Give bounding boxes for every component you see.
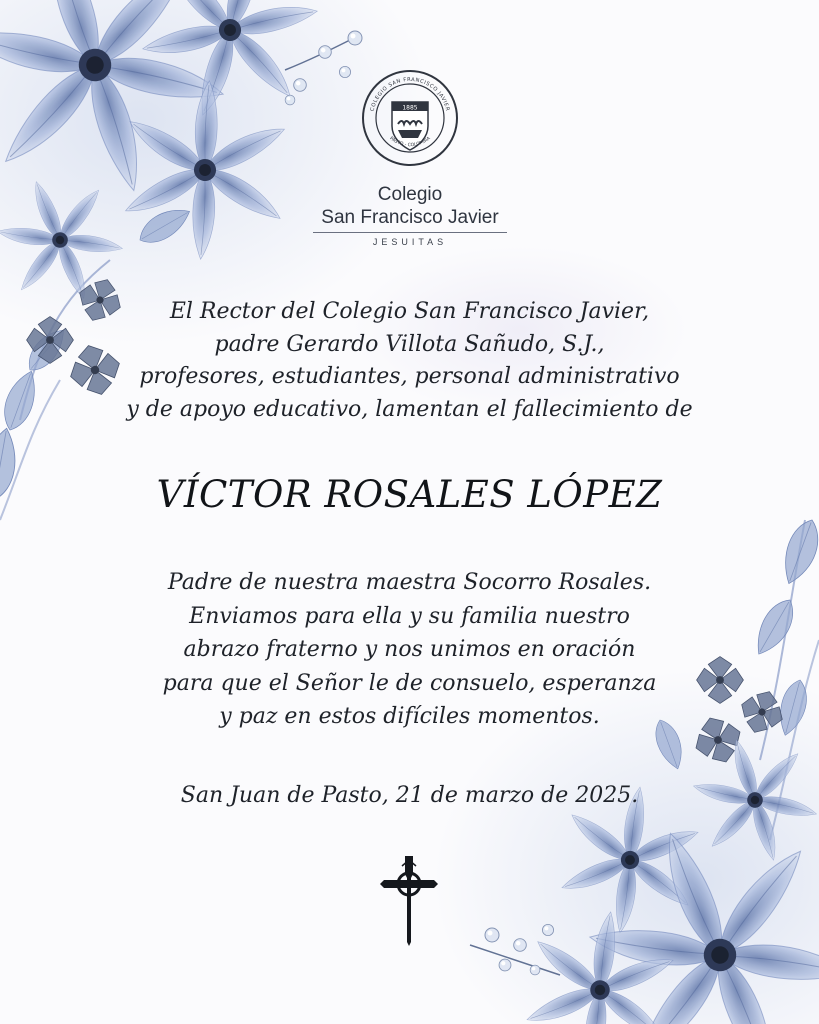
school-name-line3: JESUITAS: [372, 237, 448, 247]
intro-line: padre Gerardo Villota Sañudo, S.J.,: [214, 331, 605, 357]
school-name-divider: [313, 232, 507, 233]
seal-year: 1885: [402, 104, 418, 112]
message-line: para que el Señor le de consuelo, esperanza: [162, 670, 657, 696]
place-date-line: San Juan de Pasto, 21 de marzo de 2025.: [180, 783, 639, 808]
intro-line: y de apoyo educativo, lamentan el fallecimiento de: [126, 396, 693, 422]
message-line: abrazo fraterno y nos unimos en oración: [183, 637, 636, 662]
seal-bottom-text: PASTO - COLOMBIA: [388, 136, 432, 149]
school-seal-logo: [360, 68, 460, 168]
seal-ring-text: COLEGIO SAN FRANCISCO JAVIER: [369, 76, 451, 112]
school-name: [280, 183, 540, 248]
message-line: y paz en estos difíciles momentos.: [219, 704, 600, 729]
celtic-cross-icon: [380, 856, 438, 946]
intro-line: profesores, estudiantes, personal administrativo: [139, 364, 680, 389]
intro-line: El Rector del Colegio San Francisco Javier,: [169, 299, 650, 324]
school-name-line2: San Francisco Javier: [321, 207, 499, 228]
intro-paragraph: [60, 296, 759, 426]
condolence-message: [60, 566, 759, 734]
message-line: Enviamos para ella y su familia nuestro: [189, 603, 630, 629]
school-name-line1: Colegio: [377, 184, 443, 205]
message-line: Padre de nuestra maestra Socorro Rosales.: [167, 570, 652, 595]
place-and-date: [60, 780, 759, 812]
deceased-name: VÍCTOR ROSALES LÓPEZ: [156, 473, 663, 516]
